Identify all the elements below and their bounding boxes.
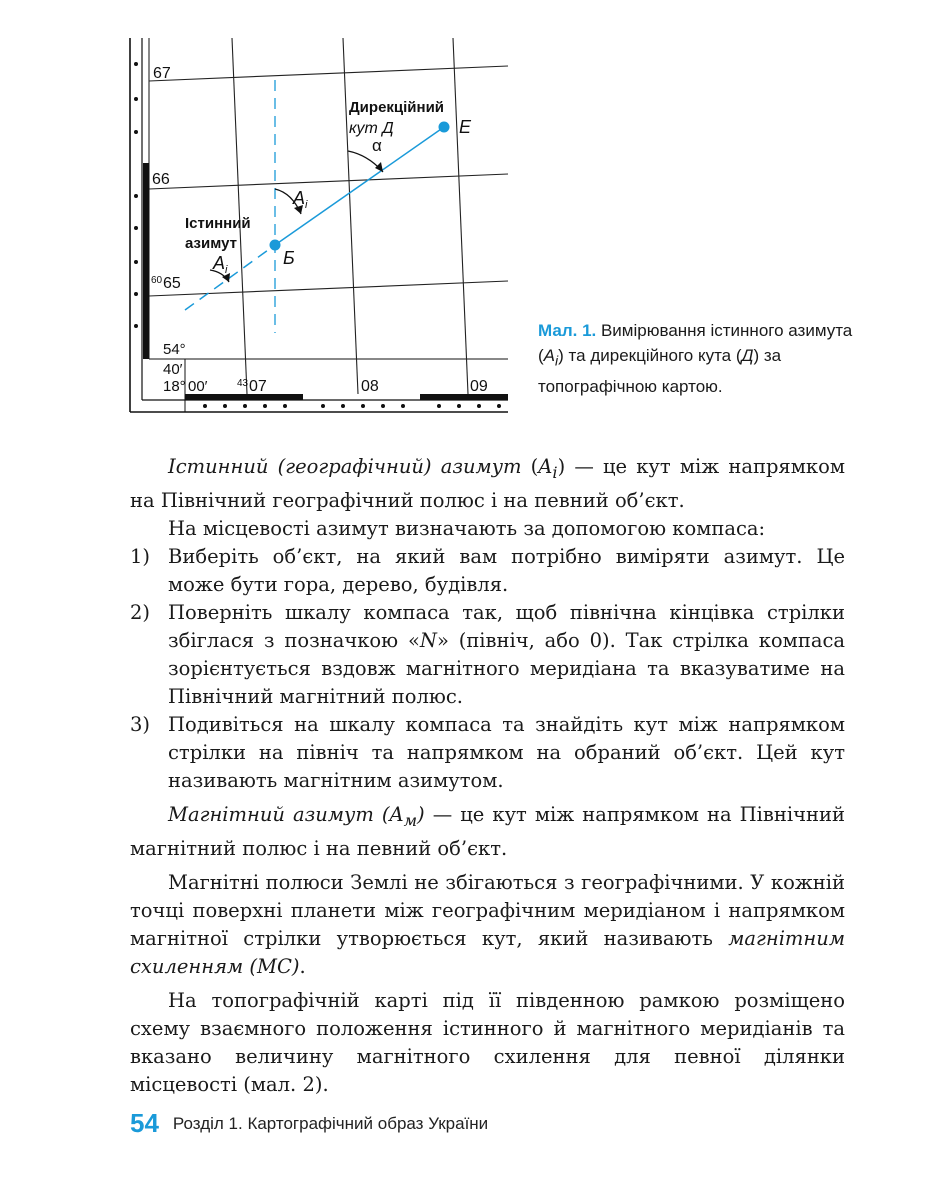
grid-label-09: 09 — [470, 378, 488, 395]
list-item-2: 2) Поверніть шкалу компаса так, щоб північна кінцівка стрілки збіглася з позначкою «N» (північ, або 0). Так стрілка компаса зорієнтується вздовж магнітного меридіана та вказуватиме на Північний магнітний полюс. — [130, 600, 845, 708]
grid-label-08: 08 — [361, 378, 379, 395]
list-item-3: 3) Подивіться на шкалу компаса та знайдіть кут між напрямком стрілки на північ та напрямком на обраний об’єкт. Цей кут називають магнітним азимутом. — [130, 712, 845, 792]
topographic-map-figure — [125, 38, 525, 423]
true-azimuth-title: Істинний — [185, 215, 251, 232]
paragraph-topographic-map: На топографічній карті під її південною рамкою розміщено схему взаємного положення істинного й магнітного меридіанів та вказано величину магнітного схилення для певної ділянки місцевості (мал. 2). — [130, 988, 845, 1096]
azimuth-label-center: $A_i$ — [293, 188, 308, 211]
longitude-minutes: 00′ — [188, 378, 208, 395]
term-magnetic-azimuth: Магнітний азимут $(A_м)$ — [168, 802, 425, 830]
body-text — [130, 453, 845, 1099]
azimuth-label-left: $A_i$ — [213, 253, 228, 276]
grid-label-67: 67 — [153, 65, 171, 82]
paragraph-magnetic-azimuth: Магнітний азимут $(A_м)$ — це кут між напрямком на Північний магнітний полюс і на певний об’єкт. — [130, 802, 845, 860]
grid-label-65: 65 — [163, 275, 181, 292]
page-number: 54 — [130, 1108, 159, 1138]
term-true-azimuth: Істинний (географічний) азимут — [168, 455, 522, 478]
point-e-label: Е — [459, 117, 472, 137]
latitude-degrees: 54° — [163, 341, 186, 358]
grid-label-66: 66 — [152, 171, 170, 188]
grid-label-07: 07 — [249, 378, 267, 395]
grid-label-65-prefix: 60 — [151, 275, 163, 286]
point-b-marker — [270, 240, 281, 251]
longitude-degrees: 18° — [163, 378, 186, 395]
latitude-minutes: 40′ — [163, 361, 183, 378]
directional-angle-sub: кут Д — [349, 120, 394, 137]
term-magnetic-declination: магнітним схиленням (МС) — [130, 926, 845, 978]
directional-angle-title: Дирекційний — [349, 99, 445, 116]
section-title: Розділ 1. Картографічний образ України — [172, 1113, 489, 1133]
paragraph-true-azimuth: Істинний (географічний) азимут $(A_i)$ — це кут між напрямком на Північний географічний полюс і на певний об’єкт. — [130, 455, 845, 512]
page-footer — [130, 1108, 488, 1139]
paragraph-magnetic-declination: Магнітні полюси Землі не збігаються з географічними. У кожній точці поверхні планети між географічним меридіаном і напрямком магнітної стрілки утворюється кут, який називають магнітним схиленням (МС). — [130, 870, 845, 978]
list-item-1: 1) Виберіть об’єкт, на який вам потрібно виміряти азимут. Це може бути гора, дерево, будівля. — [130, 544, 845, 596]
paragraph-compass-intro: На місцевості азимут визначають за допомогою компаса: — [168, 516, 766, 540]
grid-label-07-prefix: 43 — [237, 378, 249, 389]
frame-scale-bar-bottom — [185, 394, 508, 408]
point-b-label: Б — [283, 248, 295, 268]
alpha-symbol: α — [372, 136, 382, 155]
figure-caption-label: Мал. 1. — [538, 321, 597, 340]
true-azimuth-sub: азимут — [185, 235, 237, 252]
figure-caption: Мал. 1. Вимірювання істинного азимута $(A_i)$ та дирекційного кута (Д) за топографічною картою. — [538, 321, 853, 397]
point-e-marker — [439, 122, 450, 133]
